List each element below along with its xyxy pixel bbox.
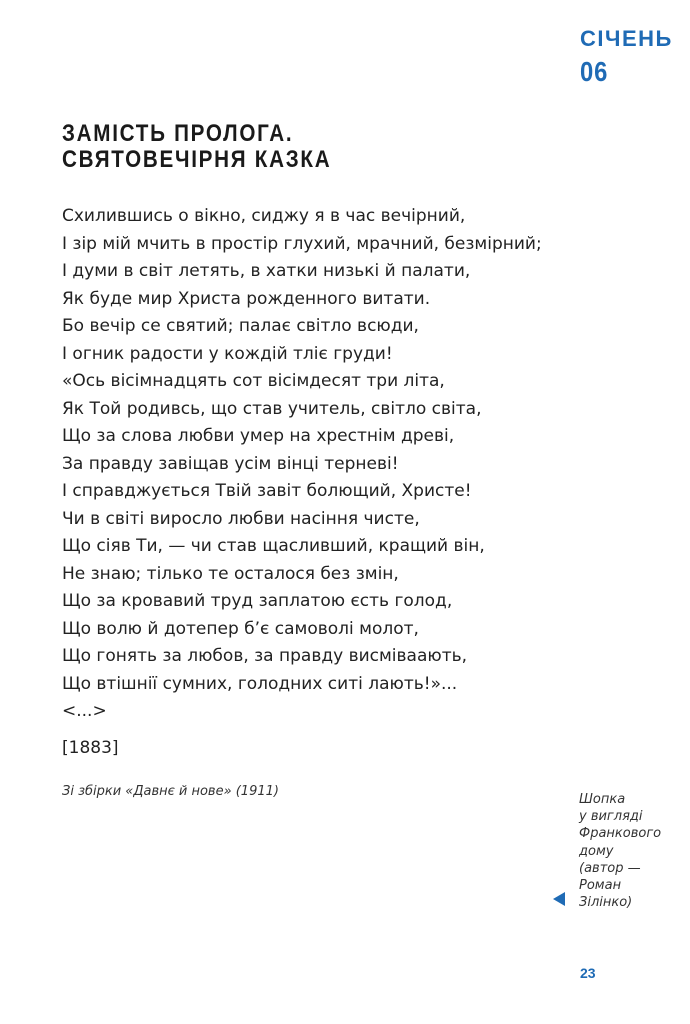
poem-year: [1883] <box>62 738 119 758</box>
poem-line: Не знаю; тілько те осталося без змін, <box>62 563 399 584</box>
poem-line: Що гонять за любов, за правду висміваають, <box>62 646 468 666</box>
caption-line: у вигляді <box>579 809 643 825</box>
poem-line: <...> <box>62 701 107 721</box>
image-caption <box>579 791 679 911</box>
poem-line: За правду завіщав усім вінці терневі! <box>62 453 399 474</box>
poem-line: Що сіяв Ти, — чи став щасливший, кращий він, <box>62 536 485 556</box>
poem-line: І зір мій мчить в простір глухий, мрачний, безмірний; <box>62 233 542 254</box>
poem-line: Чи в світі виросло любви насіння чисте, <box>62 508 420 529</box>
poem-text <box>62 203 542 726</box>
poem-line: Що за слова любви умер на хрестнім древі, <box>62 426 455 446</box>
poem-line: І огник радости у кождій тліє груди! <box>62 343 393 364</box>
caption-line: Роман <box>579 878 622 894</box>
caption-line: Франкового <box>579 826 662 842</box>
poem-title <box>62 121 331 173</box>
day-number: 06 <box>580 56 609 87</box>
poem-line: І думи в світ летять, в хатки низькі й палати, <box>62 261 471 281</box>
caption-line: (автор — <box>579 860 641 876</box>
poem-line: Бо вечір се святий; палає світло всюди, <box>62 316 419 336</box>
poem-line: Як буде мир Христа рожденного витати. <box>62 288 431 309</box>
poem-line: Як Той родивсь, що став учитель, світло світа, <box>62 398 482 419</box>
caption-line: дому <box>579 843 614 859</box>
poem-line: Що за кровавий труд заплатою єсть голод, <box>62 591 453 611</box>
arrow-left-icon <box>553 892 565 906</box>
poem-line: Схилившись о вікно, сиджу я в час вечірний, <box>62 206 466 226</box>
poem-line: Що втішнії сумних, голодних ситі лають!»... <box>62 673 458 694</box>
caption-line: Зілінко) <box>579 895 633 911</box>
poem-line: І справджується Твій завіт болющий, Христе! <box>62 481 472 501</box>
page-number: 23 <box>580 965 596 981</box>
caption-line: Шопка <box>579 792 626 807</box>
poem-line: «Ось вісімнадцять сот вісімдесят три літа, <box>62 371 445 391</box>
month-label: СІЧЕНЬ <box>580 26 673 51</box>
poem-line: Що волю й дотепер б’є самоволі молот, <box>62 618 419 639</box>
poem-title-line: ЗАМІСТЬ ПРОЛОГА. <box>62 120 294 147</box>
poem-title-line: СВЯТОВЕЧІРНЯ КАЗКА <box>62 146 332 173</box>
poem-source: Зі збірки «Давнє й нове» (1911) <box>62 784 279 799</box>
